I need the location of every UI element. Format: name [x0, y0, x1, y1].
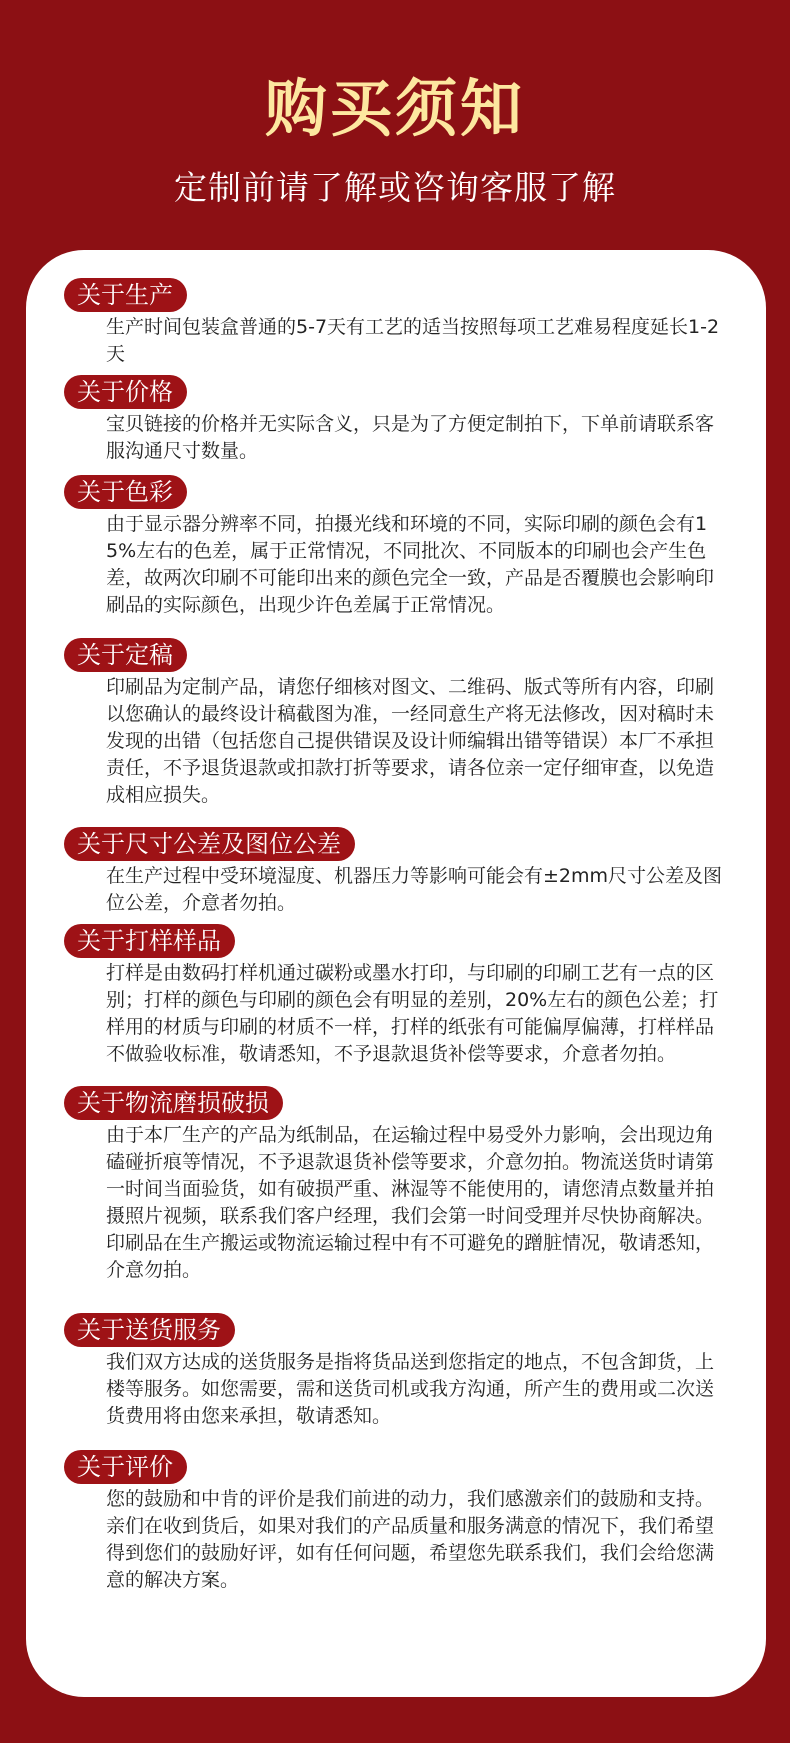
section-body: 您的鼓励和中肯的评价是我们前进的动力，我们感激亲们的鼓励和支持。亲们在收到货后，如果对我们的产品质量和服务满意的情况下，我们希望得到您们的鼓励好评，如有任何问题，希望您先联系我们，我们会给您满意的解决方案。 — [106, 1488, 715, 1591]
section-body: 打样是由数码打样机通过碳粉或墨水打印，与印刷的印刷工艺有一点的区别；打样的颜色与印刷的颜色会有明显的差别，20%左右的颜色公差；打样用的材质与印刷的材质不一样，打样的纸张有可能偏厚偏薄，打样样品不做验收标准，敬请悉知，不予退款退货补偿等要求，介意者勿拍。 — [106, 962, 719, 1065]
section-title: 关于尺寸公差及图位公差 — [64, 827, 355, 861]
section-tolerance — [64, 827, 724, 917]
section-title: 关于物流磨损破损 — [64, 1086, 283, 1120]
section-body: 在生产过程中受环境湿度、机器压力等影响可能会有±2mm尺寸公差及图位公差，介意者勿拍。 — [106, 865, 723, 914]
section-title: 关于评价 — [64, 1450, 187, 1484]
section-body: 由于本厂生产的产品为纸制品，在运输过程中易受外力影响，会出现边角磕碰折痕等情况，不予退款退货补偿等要求，介意勿拍。物流送货时请第一时间当面验货，如有破损严重、淋湿等不能使用的，请您清点数量并拍摄照片视频，联系我们客户经理，我们会第一时间受理并尽快协商解决。印刷品在生产搬运或物流运输过程中有不可避免的蹭脏情况，敬请悉知，介意勿拍。 — [106, 1124, 715, 1281]
section-review — [64, 1450, 724, 1594]
section-title: 关于生产 — [64, 278, 187, 312]
notice-card — [26, 250, 766, 1697]
header — [0, 0, 790, 250]
section-color — [64, 475, 724, 619]
section-body: 我们双方达成的送货服务是指将货品送到您指定的地点，不包含卸货，上楼等服务。如您需要，需和送货司机或我方沟通，所产生的费用或二次送货费用将由您来承担，敬请悉知。 — [106, 1351, 715, 1427]
section-title: 关于价格 — [64, 375, 187, 409]
section-final-draft — [64, 638, 724, 809]
section-price — [64, 375, 724, 465]
section-shipping-damage — [64, 1086, 724, 1284]
section-production — [64, 278, 724, 368]
section-body: 生产时间包装盒普通的5-7天有工艺的适当按照每项工艺难易程度延长1-2天 — [106, 316, 720, 365]
page-subtitle: 定制前请了解或咨询客服了解 — [174, 168, 616, 207]
section-proofing — [64, 924, 724, 1068]
section-title: 关于色彩 — [64, 475, 187, 509]
section-delivery — [64, 1313, 724, 1430]
section-body: 由于显示器分辨率不同，拍摄光线和环境的不同，实际印刷的颜色会有15%左右的色差，属于正常情况，不同批次、不同版本的印刷也会产生色差，故两次印刷不可能印出来的颜色完全一致，产品是否覆膜也会影响印刷品的实际颜色，出现少许色差属于正常情况。 — [106, 513, 715, 616]
section-title: 关于送货服务 — [64, 1313, 235, 1347]
page-title: 购买须知 — [264, 72, 525, 145]
section-title: 关于定稿 — [64, 638, 187, 672]
section-title: 关于打样样品 — [64, 924, 235, 958]
section-body: 印刷品为定制产品，请您仔细核对图文、二维码、版式等所有内容，印刷以您确认的最终设计稿截图为准，一经同意生产将无法修改，因对稿时未发现的出错（包括您自己提供错误及设计师编辑出错等错误）本厂不承担责任，不予退货退款或扣款打折等要求，请各位亲一定仔细审查，以免造成相应损失。 — [106, 676, 715, 806]
section-body: 宝贝链接的价格并无实际含义，只是为了方便定制拍下，下单前请联系客服沟通尺寸数量。 — [106, 413, 715, 462]
